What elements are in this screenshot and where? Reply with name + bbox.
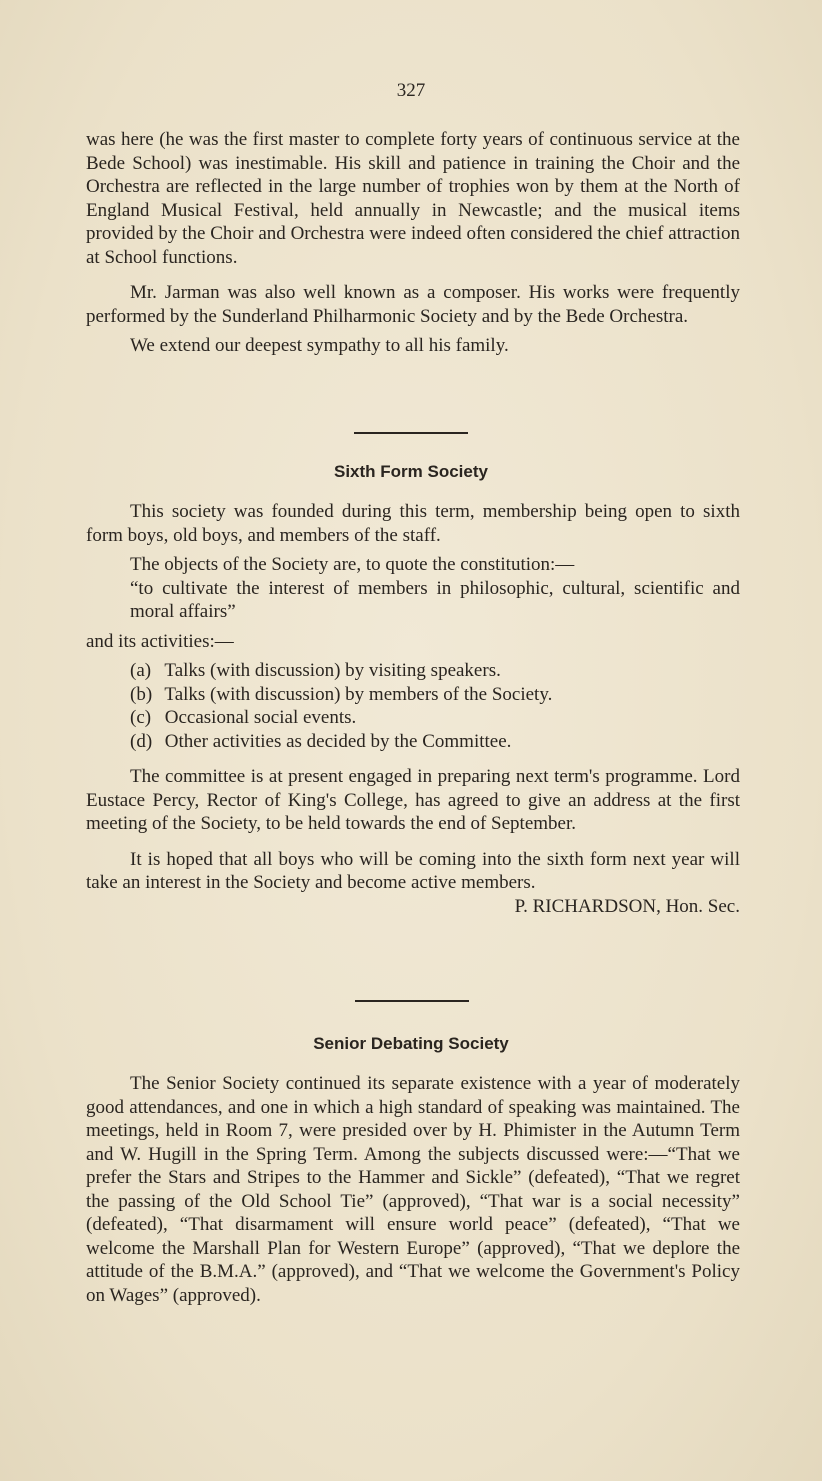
- activity-tag: (d): [130, 730, 153, 752]
- activity-text: Talks (with discussion) by members of the Society.: [164, 683, 553, 705]
- activity-text: Occasional social events.: [164, 707, 357, 728]
- activity-item: [130, 683, 740, 707]
- sixth-form-section: [86, 500, 740, 918]
- sixth-form-paragraph-3: The committee is at present engaged in preparing next term's programme. Lord Eustace Percy, Rector of King's College, has agreed to give an address at the first meeting of the Society, to be held towards the end of September.: [86, 766, 740, 834]
- senior-debating-paragraph: The Senior Society continued its separate existence with a year of moderately good attendances, and one in which a high standard of speaking was maintained. The meetings, held in Room 7, were presided over by H. Phimister in the Autumn Term and W. Hugill in the Spring Term. Among the subjects discussed were:—“That we prefer the Stars and Stripes to the Hammer and Sickle” (defeated), “That we regret the passing of the Old School Tie” (approved), “That war is a social necessity” (defeated), “That disarmament will ensure world peace” (defeated), “That we welcome the Marshall Plan for Western Europe” (approved), “That we deplore the attitude of the B.M.A.” (approved), and “That we welcome the Government's Policy on Wages” (approved).: [86, 1073, 740, 1306]
- obituary-paragraph-2: Mr. Jarman was also well known as a composer. His works were frequently performed by the Sunderland Philharmonic Society and by the Bede Orchestra.: [86, 282, 740, 327]
- sixth-form-paragraph-1: This society was founded during this term, membership being open to sixth form boys, old boys, and members of the staff.: [86, 501, 740, 546]
- obituary-paragraph-1: was here (he was the first master to complete forty years of continuous service at the Bede School) was inestimable. His skill and patience in training the Choir and the Orchestra are reflected in the large number of trophies won by them at the North of England Musical Festival, held annually in Newcastle; and the musical items provided by the Choir and Orchestra were indeed often considered the chief attraction at School functions.: [86, 129, 740, 268]
- activity-item: [130, 730, 740, 754]
- activity-tag: (c): [130, 707, 152, 728]
- activity-tag: (b): [130, 683, 153, 705]
- senior-debating-section: [86, 1072, 740, 1307]
- activity-item: [130, 659, 740, 683]
- section-divider: [354, 432, 468, 434]
- obituary-section: [86, 128, 740, 358]
- activity-text: Talks (with discussion) by visiting speakers.: [164, 660, 501, 681]
- activities-lead: and its activities:—: [86, 630, 234, 652]
- section-heading-senior-debating: Senior Debating Society: [313, 1034, 509, 1053]
- activity-item: [130, 706, 740, 730]
- section-heading-sixth-form: Sixth Form Society: [334, 462, 488, 481]
- obituary-paragraph-3: We extend our deepest sympathy to all his family.: [130, 335, 509, 356]
- signature: P. RICHARDSON, Hon. Sec.: [514, 895, 740, 917]
- section-divider: [355, 1000, 469, 1002]
- sixth-form-paragraph-4: It is hoped that all boys who will be coming into the sixth form next year will take an interest in the Society and become active members.: [86, 848, 740, 893]
- constitution-quote: “to cultivate the interest of members in philosophic, cultural, scientific and moral affairs”: [130, 577, 740, 622]
- activities-list: [86, 659, 740, 753]
- sixth-form-objects-lead: The objects of the Society are, to quote the constitution:—: [130, 554, 575, 575]
- activity-text: Other activities as decided by the Committee.: [164, 730, 512, 752]
- activity-tag: (a): [130, 660, 152, 681]
- page-number: 327: [396, 80, 426, 101]
